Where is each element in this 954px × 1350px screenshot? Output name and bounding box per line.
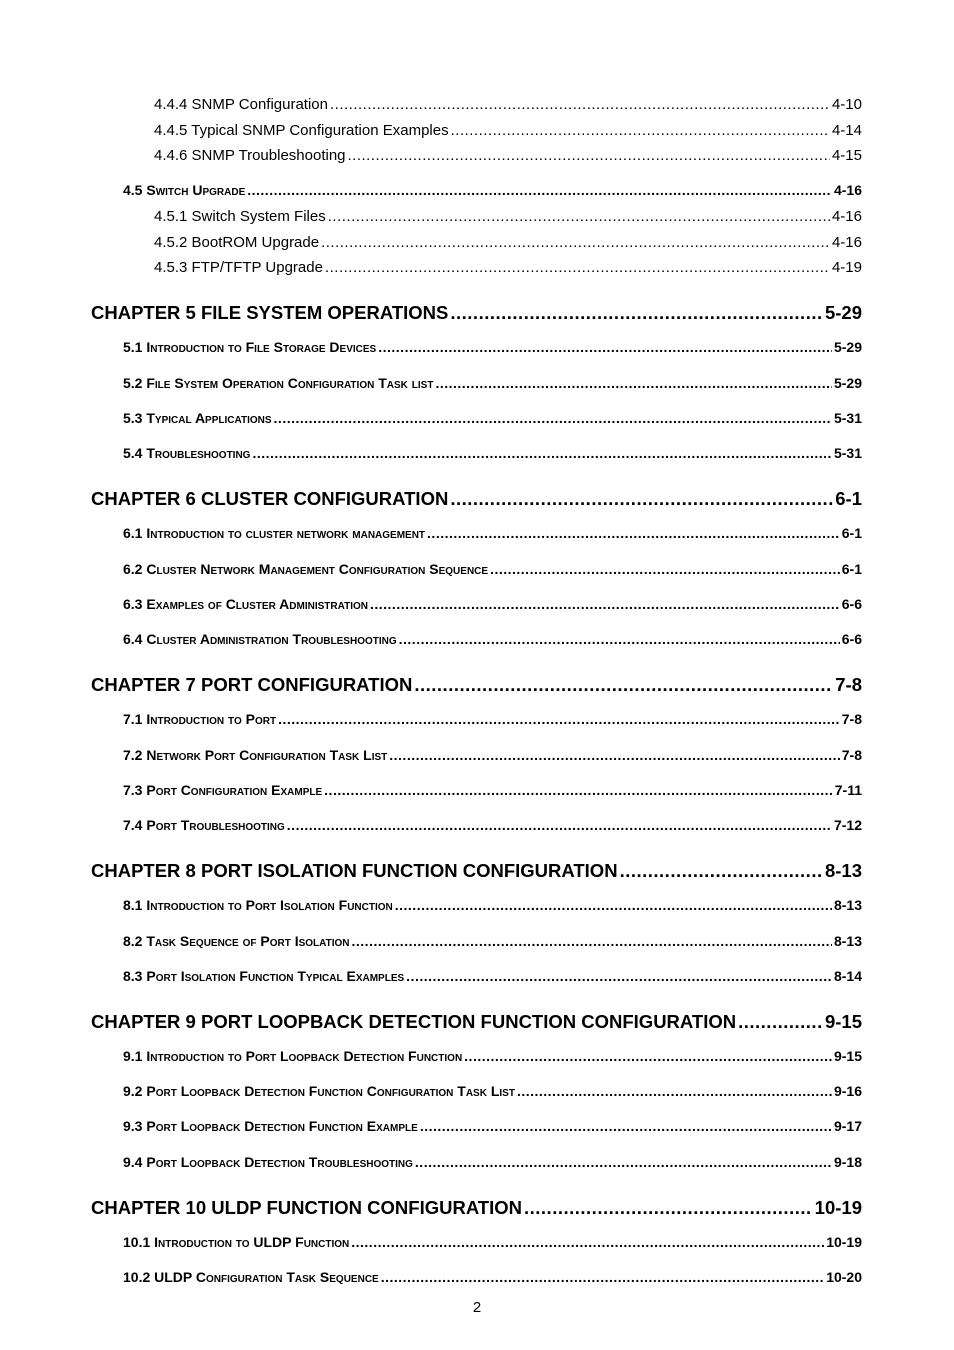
toc-leader-dots [352,933,832,949]
toc-entry-page: 4-10 [831,96,862,113]
toc-leader-dots [378,339,832,355]
toc-chapter-page: 8-13 [824,860,862,881]
toc-entry[interactable] [123,631,862,647]
toc-leader-dots [435,375,832,391]
toc-entry[interactable] [154,259,862,276]
toc-leader-dots [517,1083,832,1099]
toc-entry[interactable] [123,182,862,198]
toc-entry-title: 8.3 Port Isolation Function Typical Examples [123,968,405,984]
toc-leader-dots [450,302,823,324]
toc-entry-title: 4.5.1 Switch System Files [154,208,326,225]
toc-entry[interactable] [123,1154,862,1170]
toc-leader-dots [287,817,832,833]
toc-entry-title: 7.3 Port Configuration Example [123,782,323,798]
toc-chapter-title: CHAPTER 7 PORT CONFIGURATION [91,674,413,695]
toc-entry-title: 4.4.4 SNMP Configuration [154,96,328,113]
toc-entry[interactable] [123,1083,862,1099]
toc-entry-page: 9-16 [833,1083,862,1099]
toc-entry-title: 5.3 Typical Applications [123,410,272,426]
toc-entry[interactable] [123,1048,862,1064]
toc-chapter-page: 6-1 [835,488,862,509]
toc-entry-page: 7-8 [841,747,862,763]
toc-leader-dots [381,1269,824,1285]
toc-entry[interactable] [154,234,862,251]
toc-leader-dots [370,596,840,612]
toc-entry-title: 4.5.3 FTP/TFTP Upgrade [154,259,323,276]
toc-entry-page: 10-20 [826,1269,862,1285]
toc-entry[interactable] [123,375,862,391]
toc-leader-dots [415,1154,832,1170]
toc-chapter-title: CHAPTER 6 CLUSTER CONFIGURATION [91,488,449,509]
toc-leader-dots [328,208,830,225]
toc-entry-title: 6.1 Introduction to cluster network management [123,525,426,541]
toc-entry[interactable] [123,817,862,833]
toc-entry-title: 5.1 Introduction to File Storage Devices [123,339,377,355]
toc-leader-dots [351,1234,824,1250]
toc-chapter-page: 7-8 [835,674,862,695]
toc-entry-title: 9.4 Port Loopback Detection Troubleshooting [123,1154,413,1170]
toc-leader-dots [450,488,833,510]
toc-entry-page: 6-6 [841,631,862,647]
toc-leader-dots [427,525,840,541]
toc-entry-page: 9-15 [833,1048,862,1064]
toc-chapter[interactable] [91,1011,862,1033]
toc-entry[interactable] [123,968,862,984]
toc-leader-dots [524,1197,813,1219]
toc-leader-dots [278,711,840,727]
toc-entry-title: 6.2 Cluster Network Management Configuration Sequence [123,561,489,577]
toc-leader-dots [330,96,830,113]
toc-leader-dots [464,1048,832,1064]
toc-entry[interactable] [123,747,862,763]
toc-entry-title: 9.3 Port Loopback Detection Function Example [123,1118,418,1134]
toc-entry[interactable] [123,339,862,355]
toc-entry[interactable] [123,525,862,541]
toc-entry-page: 8-14 [833,968,862,984]
toc-entry-page: 5-31 [833,445,862,461]
toc-entry[interactable] [123,596,862,612]
toc-entry-title: 9.1 Introduction to Port Loopback Detection Function [123,1048,463,1064]
toc-entry-title: 9.2 Port Loopback Detection Function Configuration Task List [123,1083,515,1099]
toc-entry[interactable] [123,933,862,949]
toc-entry-page: 10-19 [826,1234,862,1250]
toc-chapter-title: CHAPTER 5 FILE SYSTEM OPERATIONS [91,302,449,323]
page-number: 2 [472,1299,482,1316]
toc-chapter[interactable] [91,302,862,324]
toc-leader-dots [321,234,830,251]
toc-leader-dots [451,122,830,139]
toc-entry-page: 5-29 [833,339,862,355]
toc-entry-title: 5.4 Troubleshooting [123,445,251,461]
toc-entry-page: 8-13 [833,897,862,913]
toc-entry-page: 4-16 [833,182,862,198]
toc-entry-title: 4.4.5 Typical SNMP Configuration Examples [154,122,449,139]
toc-entry-title: 8.2 Task Sequence of Port Isolation [123,933,350,949]
toc-entry-page: 9-18 [833,1154,862,1170]
toc-entry[interactable] [123,1234,862,1250]
toc-entry-title: 5.2 File System Operation Configuration Task list [123,375,434,391]
toc-leader-dots [420,1118,832,1134]
toc-entry-title: 10.2 ULDP Configuration Task Sequence [123,1269,379,1285]
toc-entry[interactable] [123,782,862,798]
toc-entry-title: 7.4 Port Troubleshooting [123,817,285,833]
toc-entry[interactable] [123,711,862,727]
toc-leader-dots [620,860,823,882]
toc-entry-title: 6.4 Cluster Administration Troubleshooting [123,631,397,647]
toc-entry-page: 4-16 [831,208,862,225]
toc-chapter-page: 9-15 [824,1011,862,1032]
toc-entry-page: 7-12 [833,817,862,833]
toc-entry-title: 7.2 Network Port Configuration Task List [123,747,388,763]
toc-entry-page: 4-19 [831,259,862,276]
toc-entry[interactable] [123,1269,862,1285]
toc-entry[interactable] [123,897,862,913]
toc-entry[interactable] [123,561,862,577]
toc-leader-dots [395,897,832,913]
toc-entry-title: 10.1 Introduction to ULDP Function [123,1234,350,1250]
toc-entry-page: 6-1 [841,561,862,577]
toc-entry-title: 4.4.6 SNMP Troubleshooting [154,147,346,164]
toc-chapter-page: 10-19 [814,1197,862,1218]
toc-entry-page: 4-15 [831,147,862,164]
toc-entry-page: 5-31 [833,410,862,426]
toc-entry[interactable] [154,122,862,139]
toc-leader-dots [414,674,833,696]
toc-entry-title: 7.1 Introduction to Port [123,711,277,727]
toc-entry-page: 7-8 [841,711,862,727]
toc-leader-dots [490,561,840,577]
toc-entry[interactable] [154,208,862,225]
toc-leader-dots [274,410,832,426]
toc-leader-dots [399,631,840,647]
toc-entry-title: 8.1 Introduction to Port Isolation Function [123,897,393,913]
toc-leader-dots [247,182,832,198]
toc-entry-page: 4-16 [831,234,862,251]
toc-chapter-title: CHAPTER 10 ULDP FUNCTION CONFIGURATION [91,1197,522,1218]
toc-leader-dots [324,782,833,798]
toc-entry-page: 8-13 [833,933,862,949]
toc-chapter[interactable] [91,488,862,510]
toc-chapter-title: CHAPTER 9 PORT LOOPBACK DETECTION FUNCTION CONFIGURATION [91,1011,737,1032]
toc-entry-title: 4.5.2 BootROM Upgrade [154,234,320,251]
toc-chapter-page: 5-29 [824,302,862,323]
toc-leader-dots [325,259,830,276]
toc-entry[interactable] [123,1118,862,1134]
toc-chapter[interactable] [91,860,862,882]
toc-leader-dots [348,147,830,164]
toc-chapter[interactable] [91,674,862,696]
toc-entry-page: 6-6 [841,596,862,612]
toc-entry[interactable] [154,96,862,113]
toc-entry-page: 9-17 [833,1118,862,1134]
toc-leader-dots [406,968,832,984]
toc-entry[interactable] [154,147,862,164]
toc-entry-page: 4-14 [831,122,862,139]
toc-entry-title: 4.5 Switch Upgrade [123,182,246,198]
toc-entry-title: 6.3 Examples of Cluster Administration [123,596,368,612]
toc-entry[interactable] [123,445,862,461]
toc-chapter[interactable] [91,1197,862,1219]
toc-entry-page: 7-11 [834,782,862,798]
toc-leader-dots [389,747,840,763]
toc-entry-page: 6-1 [841,525,862,541]
toc-entry[interactable] [123,410,862,426]
toc-leader-dots [252,445,832,461]
toc-chapter-title: CHAPTER 8 PORT ISOLATION FUNCTION CONFIGURATION [91,860,618,881]
toc-entry-page: 5-29 [833,375,862,391]
toc-leader-dots [738,1011,823,1033]
